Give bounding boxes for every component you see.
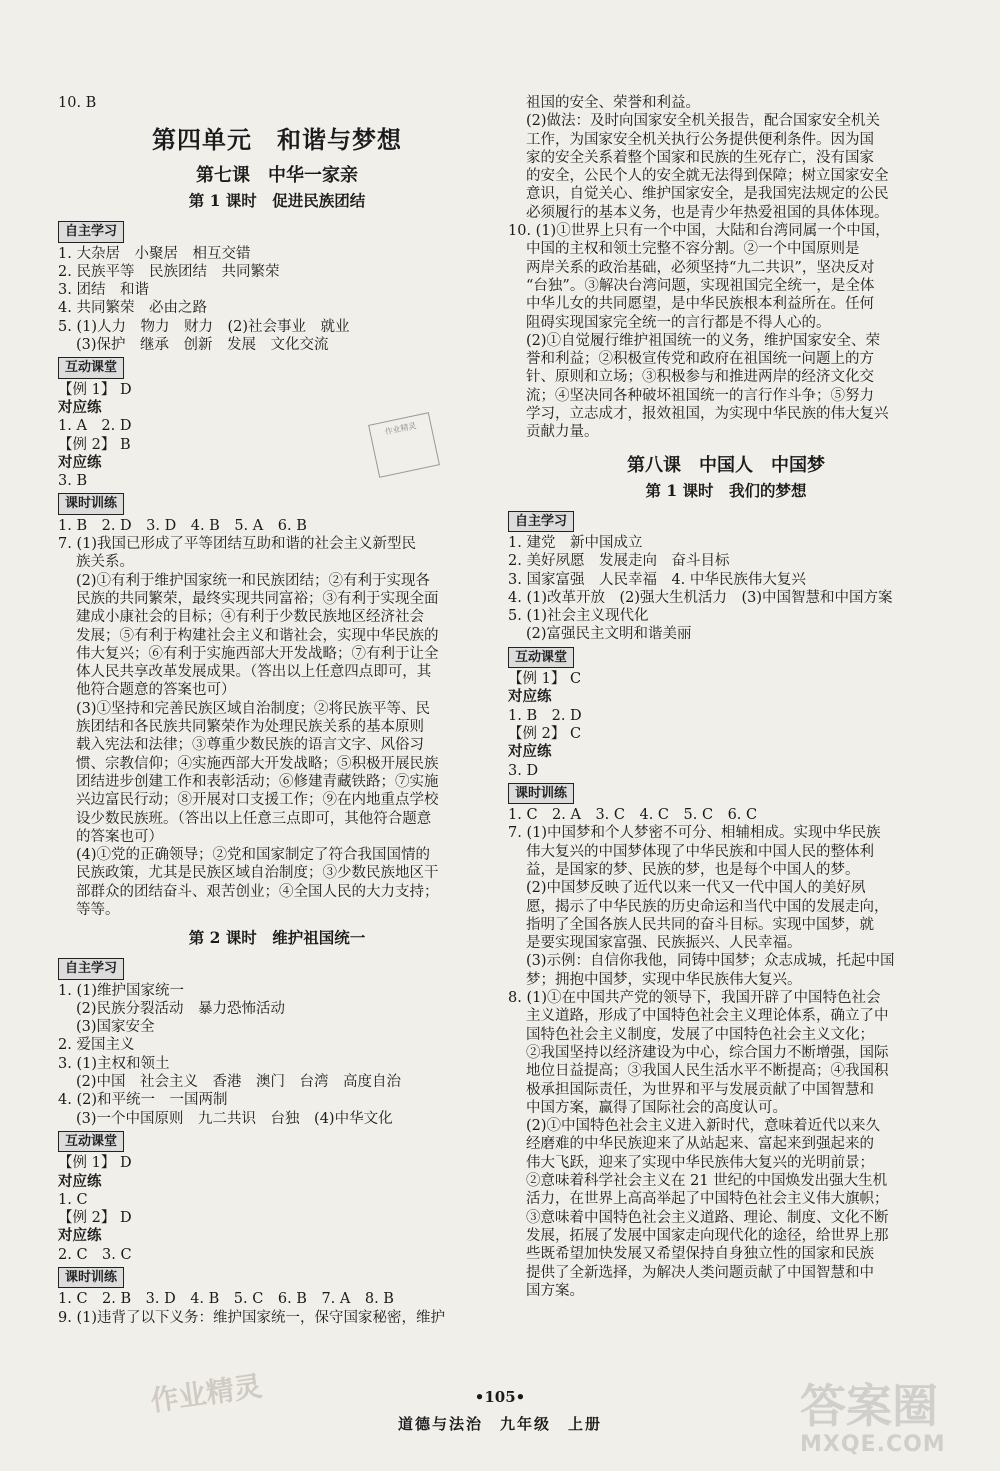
answer-line: 1. B 2. D xyxy=(508,707,582,724)
answer-line: 是要实现国家富强、民族振兴、人民幸福。 xyxy=(526,935,802,952)
watermark-logo xyxy=(800,1380,950,1462)
answer-line: 伟大飞跃，迎来了实现中华民族伟大复兴的光明前景； xyxy=(526,1154,874,1171)
watermark-text: 作业精灵 xyxy=(148,1369,264,1418)
unit-title: 第四单元 和谐与梦想 xyxy=(152,125,402,155)
answer-line: (2)中国 社会主义 香港 澳门 台湾 高度自治 xyxy=(76,1074,402,1091)
answer-line: 伟大复兴的中国梦体现了中华民族和中国人民的整体利 xyxy=(526,843,874,860)
answer-line: 他符合题意的答案也可） xyxy=(76,682,236,699)
answer-line: 些既希望加快发展又希望保持自身独立性的国家和民族 xyxy=(526,1246,874,1263)
answer-line: 流；④坚决同各种破坏祖国统一的言行作斗争；⑤努力 xyxy=(526,387,874,404)
answer-line: 7. (1)中国梦和个人梦密不可分、相辅相成。实现中华民族 xyxy=(508,825,881,842)
watermark-logo-text: 答案圈 xyxy=(800,1379,938,1433)
answer-line: 发展，拓展了发展中国家走向现代化的途径，给世界上那 xyxy=(526,1227,889,1244)
answer-line: 【例 2】 D xyxy=(58,1210,132,1227)
period-title: 第 2 课时 维护祖国统一 xyxy=(188,928,366,948)
answer-line: 梦；拥抱中国梦，实现中华民族伟大复兴。 xyxy=(526,971,802,988)
answer-line: 1. (1)维护国家统一 xyxy=(58,982,184,999)
answer-line: 誉和利益；②积极宣传党和政府在祖国统一问题上的方 xyxy=(526,351,874,368)
answer-line: (3)国家安全 xyxy=(76,1019,155,1036)
answer-line: 3. 团结 和谐 xyxy=(58,282,149,299)
right-column xyxy=(508,94,944,1300)
answer-line: (2)中国梦反映了近代以来一代又一代中国人的美好夙 xyxy=(526,880,866,897)
answer-line: ②我国坚持以经济建设为中心，综合国力不断增强，国际 xyxy=(526,1044,889,1061)
answer-line: 发展；⑤有利于构建社会主义和谐社会，实现中华民族的 xyxy=(76,627,439,644)
answer-line: 的安全，公民个人的安全就无法得到保障；树立国家安全 xyxy=(526,168,889,185)
answer-line: 两岸关系的政治基础，必须坚持“九二共识”，坚决反对 xyxy=(526,259,875,276)
answer-line: 对应练 xyxy=(58,1173,102,1190)
answer-line: 5. (1)社会主义现代化 xyxy=(508,608,649,625)
answer-line: 2. 民族平等 民族团结 共同繁荣 xyxy=(58,263,280,280)
answer-line: (2)富强民主文明和谐美丽 xyxy=(526,626,692,643)
answer-line: 【例 1】 C xyxy=(508,671,582,688)
section-label-interactive: 互动课堂 xyxy=(58,1131,124,1152)
section-label-practice: 课时训练 xyxy=(58,1267,124,1288)
answer-line: 4. 共同繁荣 必由之路 xyxy=(58,300,207,317)
answer-line: 惯、宗教信仰；④实施西部大开发战略；⑤积极开展民族 xyxy=(76,755,439,772)
book-footer: 道德与法治 九年级 上册 xyxy=(397,1415,602,1433)
answer-line: 2. 美好夙愿 发展走向 奋斗目标 xyxy=(508,553,730,570)
section-label-self-study: 自主学习 xyxy=(508,511,574,532)
answer-line: 体人民共享改革发展成果。（答出以上任意四点即可，其 xyxy=(76,664,432,681)
answer-line: 贡献力量。 xyxy=(526,424,599,441)
lesson-title: 第七课 中华一家亲 xyxy=(196,165,358,187)
answer-line: 设少数民族班。（答出以上任意三点即可，其他符合题意 xyxy=(76,810,432,827)
answer-line: 对应练 xyxy=(508,689,552,706)
answer-line: 提供了全新选择，为解决人类问题贡献了中国智慧和中 xyxy=(526,1264,874,1281)
answer-line: (3)保护 继承 创新 发展 文化交流 xyxy=(76,337,329,354)
answer-line: 国方案。 xyxy=(526,1282,584,1299)
answer-line: 1. 大杂居 小聚居 相互交错 xyxy=(58,245,251,262)
left-column xyxy=(58,94,496,1327)
section-label-interactive: 互动课堂 xyxy=(508,647,574,668)
answer-line: ②意味着科学社会主义在 21 世纪的中国焕发出强大生机 xyxy=(526,1173,888,1190)
lesson-title: 第八课 中国人 中国梦 xyxy=(627,454,825,476)
answer-line: 益，是国家的梦、民族的梦，也是每个中国人的梦。 xyxy=(526,861,860,878)
answer-line: (4)①党的正确领导；②党和国家制定了符合我国国情的 xyxy=(76,847,431,864)
answer-line: 活力，在世界上高高举起了中国特色社会主义伟大旗帜； xyxy=(526,1191,889,1208)
answer-line: 极承担国际责任，为世界和平与发展贡献了中国智慧和 xyxy=(526,1081,874,1098)
answer-line: “台独”。③解决台湾问题，实现祖国完全统一，是全体 xyxy=(526,277,875,294)
answer-line: 学习，立志成才，报效祖国，为实现中华民族的伟大复兴 xyxy=(526,406,889,423)
answer-line: 部群众的团结奋斗、艰苦创业；④全国人民的大力支持； xyxy=(76,883,439,900)
watermark-stamp: 作业精灵 xyxy=(368,412,440,478)
answer-line: 家的安全关系着整个国家和民族的生死存亡，没有国家 xyxy=(526,149,874,166)
answer-line: 5. (1)人力 物力 财力 (2)社会事业 就业 xyxy=(58,318,350,335)
answer-line: 2. C 3. C xyxy=(58,1246,132,1263)
answer-line: (3)一个中国原则 九二共识 台独 (4)中华文化 xyxy=(76,1110,393,1127)
answer-line: 族关系。 xyxy=(76,554,134,571)
answer-line: 对应练 xyxy=(58,399,102,416)
answer-line: 1. 建党 新中国成立 xyxy=(508,534,643,551)
answer-line: 团结进步创建工作和表彰活动；⑥修建青藏铁路；⑦实施 xyxy=(76,773,439,790)
answer-line: (2)民族分裂活动 暴力恐怖活动 xyxy=(76,1000,286,1017)
answer-line: 民族政策，尤其是民族区域自治制度；③少数民族地区干 xyxy=(76,865,439,882)
answer-line: (3)①坚持和完善民族区域自治制度；②将民族平等、民 xyxy=(76,700,431,717)
section-label-practice: 课时训练 xyxy=(508,783,574,804)
answer-line: 1. C 2. B 3. D 4. B 5. C 6. B 7. A 8. B xyxy=(58,1291,394,1308)
answer-line: 针、原则和立场；③积极参与和推进两岸的经济文化交 xyxy=(526,369,874,386)
answer-line: 等等。 xyxy=(76,901,120,918)
answer-line: 祖国的安全、荣誉和利益。 xyxy=(526,95,700,111)
answer-line: 3. (1)主权和领土 xyxy=(58,1055,170,1072)
answer-line: 对应练 xyxy=(508,744,552,761)
answer-line: (2)①有利于维护国家统一和民族团结；②有利于实现各 xyxy=(76,572,431,589)
answer-line: 指明了全国各族人民共同的奋斗目标。实现中国梦，就 xyxy=(526,916,874,933)
answer-line: 中国的主权和领土完整不容分割。②一个中国原则是 xyxy=(526,241,860,258)
answer-line: 4. (1)改革开放 (2)强大生机活力 (3)中国智慧和中国方案 xyxy=(508,589,893,606)
answer-line: 对应练 xyxy=(58,454,102,471)
answer-line: 1. C xyxy=(58,1191,88,1208)
section-label-interactive: 互动课堂 xyxy=(58,357,124,378)
section-label-self-study: 自主学习 xyxy=(58,958,124,979)
answer-line: 经磨难的中华民族迎来了从站起来、富起来到强起来的 xyxy=(526,1136,874,1153)
answer-line: 1. B 2. D 3. D 4. B 5. A 6. B xyxy=(58,517,307,534)
answer-line: 10. (1)①世界上只有一个中国，大陆和台湾同属一个中国， xyxy=(508,223,890,240)
answer-line: (2)①中国特色社会主义进入新时代，意味着近代以来久 xyxy=(526,1118,881,1135)
answer-line: 【例 2】 B xyxy=(58,436,131,453)
answer-line: 阻碍实现国家完全统一的言行都是不得人心的。 xyxy=(526,314,831,331)
section-label-self-study: 自主学习 xyxy=(58,221,124,242)
answer-line: (2)①自觉履行维护祖国统一的义务，维护国家安全、荣 xyxy=(526,332,881,349)
answer-line: 国特色社会主义制度，发展了中国特色社会主义文化； xyxy=(526,1026,874,1043)
answer-line: 1. A 2. D xyxy=(58,418,132,435)
answer-line: 中国方案，赢得了国际社会的高度认可。 xyxy=(526,1099,787,1116)
answer-line: 建成小康社会的目标；④有利于少数民族地区经济社会 xyxy=(76,609,424,626)
answer-line: 7. (1)我国已形成了平等团结互助和谐的社会主义新型民 xyxy=(58,536,416,553)
answer-line: 【例 1】 D xyxy=(58,381,132,398)
answer-line: 中华儿女的共同愿望，是中华民族根本利益所在。任何 xyxy=(526,296,874,313)
answer-line: 愿，揭示了中华民族的历史命运和当代中国的发展走向， xyxy=(526,898,889,915)
answer-line: 【例 2】 C xyxy=(508,725,582,742)
answer-line: 载入宪法和法律；③尊重少数民族的语言文字、风俗习 xyxy=(76,737,424,754)
answer-line: (3)示例：自信你我他，同铸中国梦；众志成城，托起中国 xyxy=(526,953,895,970)
period-title: 第 1 课时 促进民族团结 xyxy=(188,191,366,211)
answer-line: 4. (2)和平统一 一国两制 xyxy=(58,1092,228,1109)
period-title: 第 1 课时 我们的梦想 xyxy=(645,480,807,500)
answer-line: 工作，为国家安全机关执行公务提供便利条件。因为国 xyxy=(526,131,874,148)
answer-line: 兴边富民行动；⑧开展对口支援工作；⑨在内地重点学校 xyxy=(76,792,439,809)
answer-line: (2)做法：及时向国家安全机关报告，配合国家安全机关 xyxy=(526,113,881,130)
answer-line: 10. B xyxy=(58,95,97,111)
answer-line: 9. (1)违背了以下义务：维护国家统一，保守国家秘密，维护 xyxy=(58,1309,445,1326)
answer-line: 民族的共同繁荣，最终实现共同富裕；③有利于实现全面 xyxy=(76,590,439,607)
answer-line: 8. (1)①在中国共产党的领导下，我国开辟了中国特色社会 xyxy=(508,990,881,1007)
answer-line: 【例 1】 D xyxy=(58,1155,132,1172)
answer-line: 3. 国家富强 人民幸福 4. 中华民族伟大复兴 xyxy=(508,571,806,588)
answer-line: 3. D xyxy=(508,762,539,779)
answer-line: 地位日益提高；③我国人民生活水平不断提高；④我国积 xyxy=(526,1063,889,1080)
watermark-logo-url: MXQE.COM xyxy=(800,1432,946,1457)
answer-line: 必须履行的基本义务，也是青少年热爱祖国的具体体现。 xyxy=(526,204,889,221)
answer-line: 3. B xyxy=(58,473,88,490)
answer-line: 对应练 xyxy=(58,1228,102,1245)
page-number: •105• xyxy=(474,1388,526,1406)
answer-line: 的答案也可） xyxy=(76,828,163,845)
answer-line: 伟大复兴；⑥有利于实施西部大开发战略；⑦有利于让全 xyxy=(76,645,439,662)
answer-line: 主义道路，形成了中国特色社会主义理论体系，确立了中 xyxy=(526,1008,889,1025)
section-label-practice: 课时训练 xyxy=(58,493,124,514)
answer-line: 族团结和各民族共同繁荣作为处理民族关系的基本原则 xyxy=(76,719,424,736)
answer-line: 1. C 2. A 3. C 4. C 5. C 6. C xyxy=(508,807,758,824)
answer-line: 2. 爱国主义 xyxy=(58,1037,135,1054)
answer-line: ③意味着中国特色社会主义道路、理论、制度、文化不断 xyxy=(526,1209,889,1226)
answer-line: 意识，自觉关心、维护国家安全，是我国宪法规定的公民 xyxy=(526,186,889,203)
